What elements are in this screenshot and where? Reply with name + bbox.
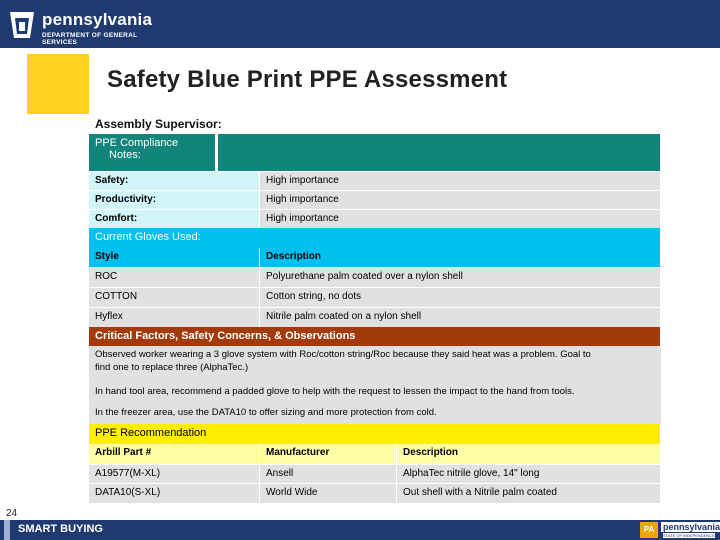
page-title: Safety Blue Print PPE Assessment	[107, 66, 508, 93]
gloves-style-header: Style	[89, 248, 260, 267]
recommendation-description-header: Description	[397, 444, 661, 464]
glove-style: Hyflex	[89, 308, 260, 327]
supervisor-label: Assembly Supervisor:	[95, 117, 222, 131]
table-row	[89, 267, 661, 287]
pa-logo-tagline: STATE OF INDEPENDENCE	[663, 533, 715, 538]
factors-heading: Critical Factors, Safety Concerns, & Observations	[89, 327, 661, 346]
pa-logo-icon: PA	[640, 522, 658, 538]
table-row	[89, 464, 661, 483]
importance-row	[89, 190, 661, 209]
compliance-heading: PPE Compliance	[95, 137, 179, 149]
importance-value: High importance	[260, 172, 661, 190]
keystone-icon	[8, 10, 36, 40]
glove-style: COTTON	[89, 288, 260, 307]
observation-line: In hand tool area, recommend a padded glove to help with the request to lessen the impact to the hand from tools.	[95, 386, 575, 397]
page-number: 24	[6, 508, 18, 519]
gloves-heading: Current Gloves Used:	[89, 228, 661, 248]
table-row	[89, 307, 661, 327]
header-bar	[0, 0, 720, 48]
manufacturer-header: Manufacturer	[260, 444, 397, 464]
manufacturer: World Wide	[260, 484, 397, 503]
footer-bar	[0, 520, 720, 540]
importance-label: Comfort:	[89, 210, 260, 228]
footer-label: SMART BUYING	[18, 523, 103, 535]
yellow-accent-block	[27, 54, 89, 114]
table-row	[89, 287, 661, 307]
table-row	[89, 483, 661, 503]
importance-label: Productivity:	[89, 191, 260, 209]
pa-logo-text: pennsylvania	[661, 522, 720, 532]
manufacturer: Ansell	[260, 465, 397, 483]
part-number: A19577(M-XL)	[89, 465, 260, 483]
importance-value: High importance	[260, 210, 661, 228]
observation-line: In the freezer area, use the DATA10 to offer sizing and more protection from cold.	[95, 407, 437, 418]
compliance-header-row	[89, 134, 661, 171]
importance-label: Safety:	[89, 172, 260, 190]
gloves-header-row	[89, 228, 661, 248]
part-number-header: Arbill Part #	[89, 444, 260, 464]
compliance-notes-cell	[216, 134, 661, 171]
compliance-notes-label: Notes:	[109, 149, 141, 161]
importance-value: High importance	[260, 191, 661, 209]
observation-line: Observed worker wearing a 3 glove system with Roc/cotton string/Roc because they said heat was a problem. Goal to	[95, 349, 591, 360]
observation-line: find one to replace three (AlphaTec.)	[95, 362, 249, 373]
pennsylvania-logo[interactable]	[4, 4, 160, 44]
footer-accent	[4, 520, 10, 540]
recommendation-description: Out shell with a Nitrile palm coated	[397, 484, 661, 503]
logo-title: pennsylvania	[42, 10, 153, 29]
glove-style: ROC	[89, 268, 260, 287]
gloves-description-header: Description	[260, 248, 661, 267]
recommendation-heading: PPE Recommendation	[89, 424, 661, 444]
gloves-column-header-row	[89, 248, 661, 267]
factors-body	[89, 346, 661, 424]
recommendation-column-header-row	[89, 444, 661, 464]
importance-row	[89, 209, 661, 228]
importance-row	[89, 171, 661, 190]
compliance-heading-cell	[89, 134, 216, 171]
logo-subtitle: DEPARTMENT OF GENERAL SERVICES	[42, 32, 138, 46]
glove-description: Cotton string, no dots	[260, 288, 661, 307]
glove-description: Nitrile palm coated on a nylon shell	[260, 308, 661, 327]
glove-description: Polyurethane palm coated over a nylon shell	[260, 268, 661, 287]
part-number: DATA10(S-XL)	[89, 484, 260, 503]
factors-header-row	[89, 327, 661, 346]
recommendation-header-row	[89, 424, 661, 444]
recommendation-description: AlphaTec nitrile glove, 14" long	[397, 465, 661, 483]
